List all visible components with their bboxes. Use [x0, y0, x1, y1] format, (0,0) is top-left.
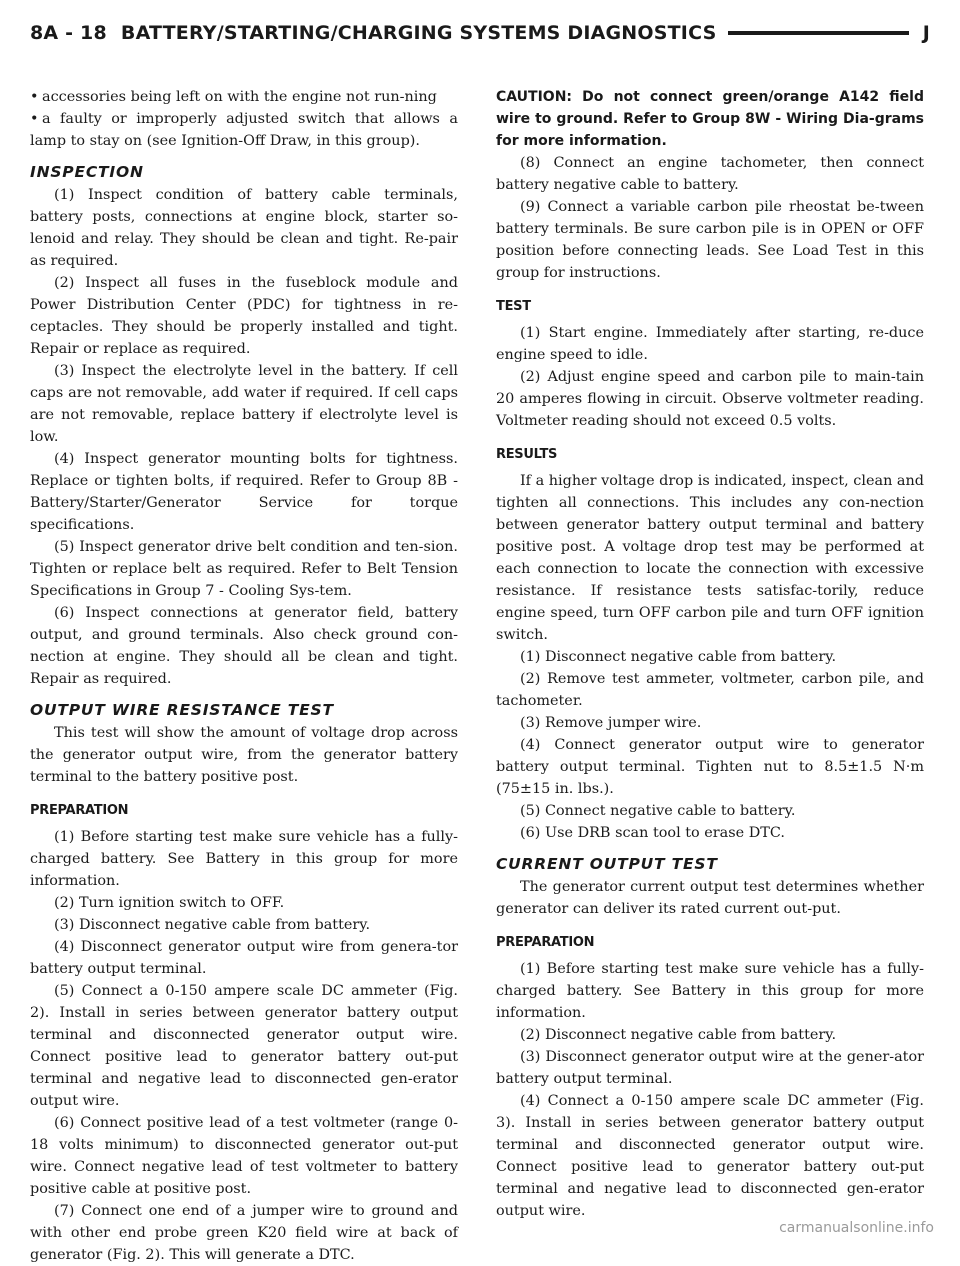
- page-title: BATTERY/STARTING/CHARGING SYSTEMS DIAGNOSTICS: [120, 22, 717, 44]
- test-step: (1) Start engine. Immediately after starting, re-duce engine speed to idle.: [496, 325, 924, 363]
- preparation-step: (3) Disconnect negative cable from battery.: [54, 917, 371, 933]
- preparation-step: (2) Disconnect negative cable from battery.: [520, 1027, 837, 1043]
- results-step: (4) Connect generator output wire to generator battery output terminal. Tighten nut to 8.5±1.5 N·m (75±15 in. lbs.).: [496, 737, 924, 797]
- results-step: (3) Remove jumper wire.: [520, 715, 702, 731]
- results-step: (1) Disconnect negative cable from battery.: [520, 649, 837, 665]
- header-rule: [728, 31, 908, 35]
- caution-note: CAUTION: Do not connect green/orange A142 field wire to ground. Refer to Group 8W - Wiring Dia-grams for more information.: [496, 89, 924, 149]
- results-heading: RESULTS: [496, 447, 558, 462]
- preparation-heading: PREPARATION: [496, 935, 595, 950]
- inspection-step: (4) Inspect generator mounting bolts for tightness. Replace or tighten bolts, if required. Refer to Group 8B - Battery/Starter/Generator Service for torque specifications.: [30, 451, 458, 533]
- inspection-step: (2) Inspect all fuses in the fuseblock module and Power Distribution Center (PDC) for tightness in re-ceptacles. They should be properly installed and tight. Repair or replace as required.: [30, 275, 458, 357]
- current-output-test-heading: CURRENT OUTPUT TEST: [496, 855, 718, 873]
- bullet-item: • a faulty or improperly adjusted switch that allows a lamp to stay on (see Ignition-Off Draw, in this group).: [30, 108, 458, 152]
- results-step: (5) Connect negative cable to battery.: [520, 803, 796, 819]
- preparation-step: (5) Connect a 0-150 ampere scale DC ammeter (Fig. 2). Install in series between generator battery output terminal and disconnected generator output wire. Connect positive lead to generator battery out-put terminal and negative lead to disconnected gen-erator output wire.: [30, 983, 458, 1109]
- inspection-heading: INSPECTION: [30, 163, 144, 181]
- watermark-link[interactable]: carmanualsonline.info: [779, 1220, 934, 1236]
- page-number: 8A - 18: [30, 22, 107, 44]
- results-step: (6) Use DRB scan tool to erase DTC.: [520, 825, 785, 841]
- page-header: [30, 14, 930, 52]
- inspection-step: (5) Inspect generator drive belt condition and ten-sion. Tighten or replace belt as required. Refer to Belt Tension Specifications in Group 7 - Cooling Sys-tem.: [30, 539, 458, 599]
- output-wire-resistance-heading: OUTPUT WIRE RESISTANCE TEST: [30, 701, 334, 719]
- preparation-step: (4) Disconnect generator output wire from genera-tor battery output terminal.: [30, 939, 458, 977]
- right-column: [496, 86, 924, 1222]
- results-step: (2) Remove test ammeter, voltmeter, carbon pile, and tachometer.: [496, 671, 924, 709]
- left-column: [30, 86, 458, 1266]
- preparation-step: (3) Disconnect generator output wire at the gener-ator battery output terminal.: [496, 1049, 924, 1087]
- inspection-step: (1) Inspect condition of battery cable terminals, battery posts, connections at engine block, starter so-lenoid and relay. They should be clean and tight. Re-pair as required.: [30, 187, 458, 269]
- preparation-step: (4) Connect a 0-150 ampere scale DC ammeter (Fig. 3). Install in series between generator battery output terminal and disconnected generator output wire. Connect positive lead to generator battery out-put terminal and negative lead to disconnected gen-erator output wire.: [496, 1093, 924, 1219]
- preparation-step: (7) Connect one end of a jumper wire to ground and with other end probe green K20 field wire at back of generator (Fig. 2). This will generate a DTC.: [30, 1203, 458, 1263]
- preparation-step: (1) Before starting test make sure vehicle has a fully-charged battery. See Battery in this group for more information.: [30, 829, 458, 889]
- preparation-step: (2) Turn ignition switch to OFF.: [54, 895, 285, 911]
- section-letter: J: [922, 22, 930, 44]
- section-intro: The generator current output test determines whether generator can deliver its rated current out-put.: [496, 879, 924, 917]
- test-step: (2) Adjust engine speed and carbon pile to main-tain 20 amperes flowing in circuit. Observe voltmeter reading. Voltmeter reading should not exceed 0.5 volts.: [496, 369, 924, 429]
- bullet-icon: •: [30, 111, 39, 127]
- bullet-item: • accessories being left on with the engine not run-ning: [30, 86, 458, 108]
- preparation-step: (9) Connect a variable carbon pile rheostat be-tween battery terminals. Be sure carbon pile is in OPEN or OFF position before connecting leads. See Load Test in this group for instructions.: [496, 199, 924, 281]
- inspection-step: (3) Inspect the electrolyte level in the battery. If cell caps are not removable, add water if required. If cell caps are not removable, replace battery if electrolyte level is low.: [30, 363, 458, 445]
- test-heading: TEST: [496, 299, 531, 314]
- results-step: If a higher voltage drop is indicated, inspect, clean and tighten all connections. This includes any con-nection between generator battery output terminal and battery positive post. A voltage drop test may be performed at each connection to locate the connection with excessive resistance. If resistance tests satisfac-torily, reduce engine speed, turn OFF carbon pile and turn OFF ignition switch.: [496, 473, 924, 643]
- inspection-step: (6) Inspect connections at generator field, battery output, and ground terminals. Also check ground con-nection at engine. They should all be clean and tight. Repair as required.: [30, 605, 458, 687]
- preparation-step: (6) Connect positive lead of a test voltmeter (range 0-18 volts minimum) to disconnected generator out-put wire. Connect negative lead of test voltmeter to battery positive cable at positive post.: [30, 1115, 458, 1197]
- preparation-heading: PREPARATION: [30, 803, 129, 818]
- bullet-icon: •: [30, 89, 39, 105]
- preparation-step: (1) Before starting test make sure vehicle has a fully-charged battery. See Battery in this group for more information.: [496, 961, 924, 1021]
- preparation-step: (8) Connect an engine tachometer, then connect battery negative cable to battery.: [496, 155, 924, 193]
- section-intro: This test will show the amount of voltage drop across the generator output wire, from the generator battery terminal to the battery positive post.: [30, 725, 458, 785]
